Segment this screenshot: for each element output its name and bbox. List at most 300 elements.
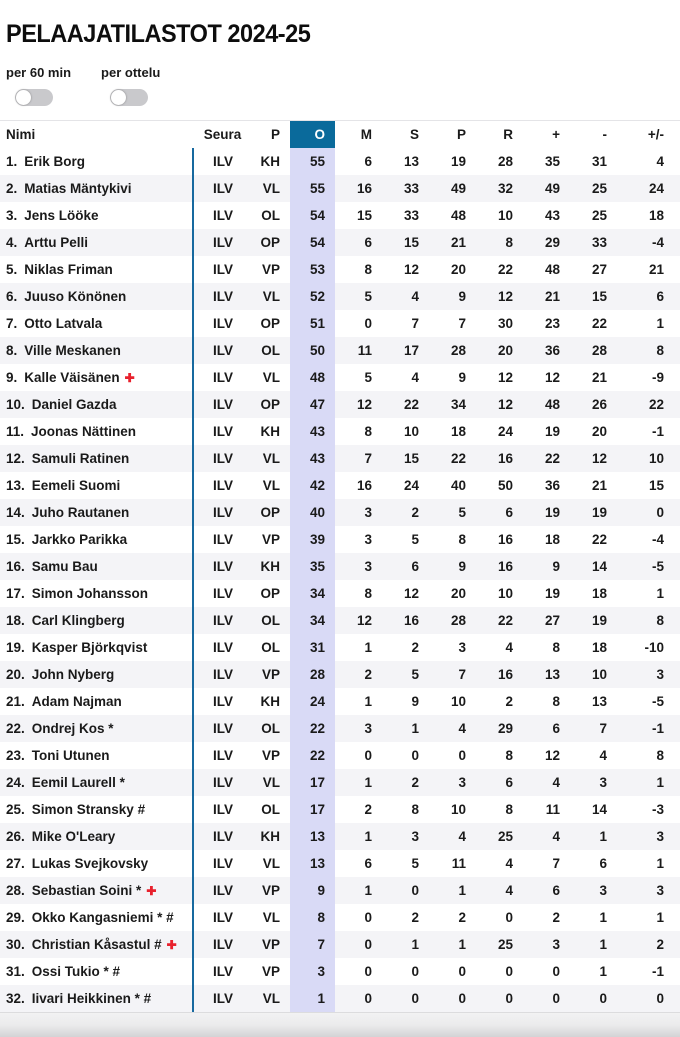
player-name: Eemil Laurell * — [31, 775, 125, 790]
per-60-min-toggle[interactable] — [15, 89, 53, 106]
stat-cell-plus: 19 — [544, 505, 560, 520]
stat-cell-p: 40 — [450, 478, 466, 493]
stat-cell-o: 22 — [290, 742, 335, 769]
stat-cell-r: 16 — [497, 667, 513, 682]
stat-cell-m: 3 — [364, 532, 372, 547]
stat-cell-pos: VL — [262, 991, 280, 1006]
stat-cell-minus: 3 — [599, 883, 607, 898]
table-row — [0, 256, 680, 283]
stat-cell-s: 22 — [403, 397, 419, 412]
stat-cell-s: 17 — [403, 343, 419, 358]
stat-cell-s: 5 — [411, 532, 419, 547]
player-name: Daniel Gazda — [31, 397, 117, 412]
stat-cell-pos: KH — [260, 829, 280, 844]
stat-cell-o: 34 — [290, 580, 335, 607]
toggle-knob — [16, 90, 31, 105]
stat-cell-r: 4 — [505, 856, 513, 871]
player-name-cell[interactable] — [0, 256, 193, 283]
table-row — [0, 634, 680, 661]
stat-cell-pm: 18 — [648, 208, 664, 223]
player-name: Kasper Björkqvist — [31, 640, 148, 655]
stat-cell-o: 13 — [290, 823, 335, 850]
stat-cell-minus: 7 — [599, 721, 607, 736]
player-name-cell[interactable] — [0, 796, 193, 823]
stat-cell-pos: VP — [261, 883, 280, 898]
stat-cell-minus: 20 — [591, 424, 607, 439]
toggle-label-per-60-min: per 60 min — [6, 65, 72, 80]
stat-cell-minus: 25 — [591, 181, 607, 196]
stat-cell-pm: -4 — [651, 532, 664, 547]
player-name: Erik Borg — [24, 154, 86, 169]
player-name-cell[interactable] — [0, 769, 193, 796]
stat-cell-plus: 29 — [544, 235, 560, 250]
stat-cell-r: 30 — [497, 316, 513, 331]
stat-cell-r: 10 — [497, 586, 513, 601]
player-rank: 30. — [6, 937, 25, 952]
stat-cell-p: 3 — [458, 640, 466, 655]
stat-cell-m: 3 — [364, 505, 372, 520]
player-name: Okko Kangasniemi * # — [31, 910, 174, 925]
injury-cross-icon: ✚ — [166, 938, 177, 952]
stat-cell-o: 34 — [290, 607, 335, 634]
player-name: Toni Utunen — [31, 748, 110, 763]
stat-cell-pos: VP — [261, 748, 280, 763]
stat-cell-pm: 24 — [648, 181, 664, 196]
player-name-cell[interactable] — [0, 580, 193, 607]
stat-cell-p: 10 — [450, 694, 466, 709]
stat-cell-seura: ILV — [193, 688, 252, 715]
stat-cell-m: 5 — [364, 370, 372, 385]
stat-cell-o: 53 — [290, 256, 335, 283]
stat-cell-r: 12 — [497, 370, 513, 385]
stat-cell-pos: VL — [262, 289, 280, 304]
stat-cell-pos: VL — [262, 181, 280, 196]
stat-cell-pm: -10 — [644, 640, 664, 655]
player-name-cell[interactable] — [0, 472, 193, 499]
player-rank: 18. — [6, 613, 25, 628]
player-name-cell[interactable] — [0, 931, 193, 958]
player-name: Samu Bau — [31, 559, 98, 574]
player-rank: 25. — [6, 802, 25, 817]
player-name-cell[interactable] — [0, 202, 193, 229]
table-row — [0, 904, 680, 931]
stat-cell-pos: OP — [260, 397, 280, 412]
stat-cell-m: 12 — [356, 613, 372, 628]
stat-cell-pos: VL — [262, 370, 280, 385]
column-header-s[interactable]: S — [382, 121, 429, 148]
player-rank: 8. — [6, 343, 18, 358]
stat-cell-s: 33 — [403, 208, 419, 223]
stat-cell-m: 1 — [364, 694, 372, 709]
column-header-name[interactable]: Nimi — [0, 121, 193, 148]
stat-cell-pm: 6 — [656, 289, 664, 304]
table-row — [0, 391, 680, 418]
stat-cell-seura: ILV — [193, 148, 252, 175]
player-name-cell[interactable] — [0, 688, 193, 715]
stat-cell-pm: -4 — [651, 235, 664, 250]
player-name-cell[interactable] — [0, 229, 193, 256]
stat-cell-pos: OL — [261, 640, 280, 655]
player-name-cell[interactable] — [0, 445, 193, 472]
player-name: Jens Lööke — [24, 208, 99, 223]
stat-cell-plus: 22 — [544, 451, 560, 466]
player-name: Otto Latvala — [24, 316, 103, 331]
stat-cell-plus: 19 — [544, 424, 560, 439]
player-rank: 11. — [6, 424, 25, 439]
table-row — [0, 229, 680, 256]
table-row — [0, 310, 680, 337]
stat-cell-s: 8 — [411, 802, 419, 817]
stat-cell-seura: ILV — [193, 661, 252, 688]
player-name-cell[interactable] — [0, 823, 193, 850]
stat-cell-plus: 36 — [544, 343, 560, 358]
stat-cell-m: 0 — [364, 937, 372, 952]
stat-cell-plus: 0 — [552, 991, 560, 1006]
player-rank: 4. — [6, 235, 18, 250]
stat-cell-m: 8 — [364, 424, 372, 439]
stat-cell-pm: 4 — [656, 154, 664, 169]
stat-cell-m: 8 — [364, 262, 372, 277]
stat-cell-seura: ILV — [193, 364, 252, 391]
player-name-cell[interactable] — [0, 553, 193, 580]
stat-cell-seura: ILV — [193, 715, 252, 742]
per-ottelu-toggle[interactable] — [110, 89, 148, 106]
stat-cell-m: 0 — [364, 316, 372, 331]
stat-cell-plus: 7 — [552, 856, 560, 871]
player-name-cell[interactable] — [0, 958, 193, 985]
table-row — [0, 715, 680, 742]
stat-cell-plus: 12 — [544, 748, 560, 763]
stat-cell-m: 0 — [364, 964, 372, 979]
stat-cell-p: 22 — [450, 451, 466, 466]
stat-cell-s: 4 — [411, 289, 419, 304]
stat-cell-r: 4 — [505, 640, 513, 655]
player-rank: 1. — [6, 154, 18, 169]
stat-cell-p: 4 — [458, 721, 466, 736]
stat-cell-plus: 21 — [544, 289, 560, 304]
stat-cell-pm: -1 — [651, 964, 664, 979]
stat-cell-o: 28 — [290, 661, 335, 688]
stat-cell-p: 9 — [458, 559, 466, 574]
stat-cell-minus: 14 — [591, 802, 607, 817]
stat-cell-plus: 6 — [552, 721, 560, 736]
stat-cell-o: 55 — [290, 148, 335, 175]
player-name: Mike O'Leary — [31, 829, 116, 844]
stat-cell-pm: 2 — [656, 937, 664, 952]
player-rank: 26. — [6, 829, 25, 844]
stat-cell-seura: ILV — [193, 796, 252, 823]
player-name-cell[interactable] — [0, 742, 193, 769]
table-row — [0, 607, 680, 634]
stat-cell-o: 40 — [290, 499, 335, 526]
stat-cell-minus: 21 — [591, 478, 607, 493]
stat-cell-p: 3 — [458, 775, 466, 790]
column-header-seura[interactable]: Seura — [193, 121, 252, 148]
stat-cell-r: 2 — [505, 694, 513, 709]
stat-cell-r: 10 — [497, 208, 513, 223]
table-row — [0, 958, 680, 985]
stat-cell-pm: 0 — [656, 505, 664, 520]
stat-cell-seura: ILV — [193, 283, 252, 310]
column-header-pm[interactable]: +/- — [617, 121, 680, 148]
stat-cell-minus: 22 — [591, 316, 607, 331]
table-row — [0, 553, 680, 580]
stat-cell-o: 1 — [290, 985, 335, 1012]
stat-cell-m: 1 — [364, 829, 372, 844]
stat-cell-pos: OL — [261, 208, 280, 223]
stat-cell-pos: KH — [260, 154, 280, 169]
column-header-plus[interactable]: + — [523, 121, 570, 148]
column-header-pos[interactable]: P — [252, 121, 290, 148]
player-name-cell[interactable] — [0, 904, 193, 931]
stat-cell-m: 16 — [356, 181, 372, 196]
stat-cell-p: 2 — [458, 910, 466, 925]
stat-cell-p: 8 — [458, 532, 466, 547]
player-rank: 27. — [6, 856, 25, 871]
stat-cell-s: 2 — [411, 505, 419, 520]
stat-cell-s: 13 — [403, 154, 419, 169]
stat-cell-plus: 18 — [544, 532, 560, 547]
stat-cell-seura: ILV — [193, 634, 252, 661]
stat-cell-pos: VP — [261, 667, 280, 682]
player-name: Iivari Heikkinen * # — [31, 991, 152, 1006]
player-stats-table — [0, 121, 680, 1012]
player-name-cell[interactable] — [0, 499, 193, 526]
stat-cell-plus: 0 — [552, 964, 560, 979]
stat-cell-p: 9 — [458, 370, 466, 385]
stat-cell-seura: ILV — [193, 931, 252, 958]
stat-cell-minus: 31 — [591, 154, 607, 169]
stat-cell-pm: 1 — [656, 856, 664, 871]
player-rank: 12. — [6, 451, 25, 466]
stat-cell-plus: 12 — [544, 370, 560, 385]
stat-cell-p: 7 — [458, 667, 466, 682]
player-name-cell[interactable] — [0, 850, 193, 877]
player-name: Niklas Friman — [24, 262, 113, 277]
stat-cell-m: 0 — [364, 991, 372, 1006]
player-name-cell[interactable] — [0, 283, 193, 310]
player-name-cell[interactable] — [0, 526, 193, 553]
table-row — [0, 499, 680, 526]
stat-cell-minus: 1 — [599, 829, 607, 844]
stat-cell-o: 17 — [290, 769, 335, 796]
stat-cell-r: 0 — [505, 964, 513, 979]
stat-cell-pm: -5 — [651, 694, 664, 709]
stat-cell-o: 13 — [290, 850, 335, 877]
stat-cell-o: 8 — [290, 904, 335, 931]
player-name: Joonas Nättinen — [31, 424, 137, 439]
player-rank: 19. — [6, 640, 25, 655]
player-name-cell[interactable] — [0, 148, 193, 175]
table-row — [0, 823, 680, 850]
stat-cell-p: 1 — [458, 883, 466, 898]
table-row — [0, 526, 680, 553]
player-rank: 15. — [6, 532, 25, 547]
stat-cell-s: 1 — [411, 721, 419, 736]
stat-cell-o: 50 — [290, 337, 335, 364]
stat-cell-plus: 8 — [552, 640, 560, 655]
stat-cell-seura: ILV — [193, 229, 252, 256]
stat-cell-pm: 3 — [656, 829, 664, 844]
stat-cell-plus: 48 — [544, 397, 560, 412]
stat-cell-m: 11 — [357, 343, 372, 358]
stat-cell-seura: ILV — [193, 850, 252, 877]
stat-cell-plus: 4 — [552, 775, 560, 790]
stat-cell-seura: ILV — [193, 877, 252, 904]
stat-cell-pm: -1 — [651, 721, 664, 736]
stat-cell-o: 54 — [290, 202, 335, 229]
stat-cell-minus: 33 — [591, 235, 607, 250]
stat-cell-minus: 22 — [591, 532, 607, 547]
player-name-cell[interactable] — [0, 877, 193, 904]
player-name-cell[interactable] — [0, 175, 193, 202]
toggle-knob — [111, 90, 126, 105]
stat-cell-s: 4 — [411, 370, 419, 385]
stat-cell-seura: ILV — [193, 499, 252, 526]
player-rank: 7. — [6, 316, 18, 331]
stat-cell-plus: 49 — [544, 181, 560, 196]
player-name: Samuli Ratinen — [31, 451, 130, 466]
table-row — [0, 202, 680, 229]
stat-cell-pm: 10 — [648, 451, 664, 466]
stat-cell-pos: VL — [262, 856, 280, 871]
stat-cell-r: 6 — [505, 775, 513, 790]
stat-cell-p: 0 — [458, 964, 466, 979]
player-name-cell[interactable] — [0, 310, 193, 337]
stat-cell-pm: -9 — [651, 370, 664, 385]
stat-cell-s: 15 — [403, 235, 419, 250]
player-name: Kalle Väisänen — [24, 370, 120, 385]
stat-cell-s: 10 — [403, 424, 419, 439]
stat-cell-s: 16 — [403, 613, 419, 628]
stat-cell-minus: 21 — [591, 370, 607, 385]
stat-cell-s: 3 — [411, 829, 419, 844]
stat-cell-r: 16 — [497, 559, 513, 574]
stat-cell-s: 0 — [411, 991, 419, 1006]
column-header-o[interactable]: O — [290, 121, 335, 148]
stat-cell-s: 15 — [403, 451, 419, 466]
stat-cell-o: 55 — [290, 175, 335, 202]
player-name: Arttu Pelli — [24, 235, 89, 250]
player-name-cell[interactable] — [0, 661, 193, 688]
stat-cell-minus: 10 — [591, 667, 607, 682]
player-rank: 22. — [6, 721, 25, 736]
player-name-cell[interactable] — [0, 364, 193, 391]
stat-cell-plus: 43 — [544, 208, 560, 223]
stat-cell-o: 39 — [290, 526, 335, 553]
stat-cell-s: 9 — [411, 694, 419, 709]
stat-cell-seura: ILV — [193, 985, 252, 1012]
stat-cell-plus: 4 — [552, 829, 560, 844]
stat-cell-r: 8 — [505, 235, 513, 250]
stat-cell-plus: 23 — [544, 316, 560, 331]
stat-cell-seura: ILV — [193, 904, 252, 931]
stat-cell-pm: -5 — [651, 559, 664, 574]
table-row — [0, 877, 680, 904]
stat-cell-o: 42 — [290, 472, 335, 499]
stat-cell-p: 0 — [458, 748, 466, 763]
player-rank: 23. — [6, 748, 25, 763]
player-name: Ondrej Kos * — [31, 721, 114, 736]
player-rank: 29. — [6, 910, 25, 925]
stat-cell-p: 48 — [450, 208, 466, 223]
stat-cell-minus: 18 — [591, 586, 607, 601]
player-name: Simon Stransky # — [31, 802, 146, 817]
player-name: Christian Kåsastul # — [31, 937, 162, 952]
table-row — [0, 283, 680, 310]
stat-cell-pm: 1 — [656, 316, 664, 331]
stat-cell-seura: ILV — [193, 769, 252, 796]
stat-cell-pm: 8 — [656, 613, 664, 628]
stat-cell-pm: 8 — [656, 343, 664, 358]
stat-cell-pos: VP — [261, 964, 280, 979]
player-name: Juuso Könönen — [24, 289, 127, 304]
player-name: Eemeli Suomi — [31, 478, 121, 493]
column-header-p[interactable]: P — [429, 121, 476, 148]
stat-cell-o: 52 — [290, 283, 335, 310]
stat-cell-r: 4 — [505, 883, 513, 898]
stat-cell-o: 17 — [290, 796, 335, 823]
stat-cell-r: 24 — [497, 424, 513, 439]
stat-cell-m: 0 — [364, 748, 372, 763]
stat-cell-pos: OL — [261, 802, 280, 817]
stat-cell-p: 49 — [450, 181, 466, 196]
stat-cell-p: 11 — [451, 856, 466, 871]
stat-cell-m: 5 — [364, 289, 372, 304]
stat-cell-minus: 26 — [591, 397, 607, 412]
table-row — [0, 364, 680, 391]
player-name: Carl Klingberg — [31, 613, 125, 628]
toggle-label-per-ottelu: per ottelu — [101, 65, 161, 80]
injury-cross-icon: ✚ — [146, 884, 157, 898]
player-rank: 21. — [6, 694, 25, 709]
player-name: Jarkko Parikka — [31, 532, 128, 547]
stat-cell-pos: VL — [262, 478, 280, 493]
player-name-cell[interactable] — [0, 418, 193, 445]
player-name-cell[interactable] — [0, 715, 193, 742]
stat-cell-o: 48 — [290, 364, 335, 391]
stat-cell-s: 5 — [411, 856, 419, 871]
player-name-cell[interactable] — [0, 337, 193, 364]
stat-cell-o: 7 — [290, 931, 335, 958]
column-header-minus[interactable]: - — [570, 121, 617, 148]
stat-cell-pos: OP — [260, 586, 280, 601]
table-row — [0, 985, 680, 1012]
stat-cell-seura: ILV — [193, 607, 252, 634]
stat-cell-o: 43 — [290, 445, 335, 472]
stat-cell-pm: 1 — [656, 586, 664, 601]
player-name-cell[interactable] — [0, 985, 193, 1012]
stat-cell-m: 1 — [364, 775, 372, 790]
player-rank: 5. — [6, 262, 18, 277]
stat-cell-o: 9 — [290, 877, 335, 904]
player-name-cell[interactable] — [0, 634, 193, 661]
stat-cell-seura: ILV — [193, 202, 252, 229]
column-header-r[interactable]: R — [476, 121, 523, 148]
column-header-m[interactable]: M — [335, 121, 382, 148]
stat-cell-minus: 1 — [599, 937, 607, 952]
stat-cell-pos: OL — [261, 613, 280, 628]
stat-cell-m: 6 — [364, 235, 372, 250]
stat-cell-m: 8 — [364, 586, 372, 601]
stat-cell-minus: 15 — [591, 289, 607, 304]
player-rank: 14. — [6, 505, 25, 520]
player-rank: 16. — [6, 559, 25, 574]
player-name-cell[interactable] — [0, 391, 193, 418]
stat-cell-p: 1 — [458, 937, 466, 952]
player-name: Ville Meskanen — [24, 343, 121, 358]
player-name-cell[interactable] — [0, 607, 193, 634]
